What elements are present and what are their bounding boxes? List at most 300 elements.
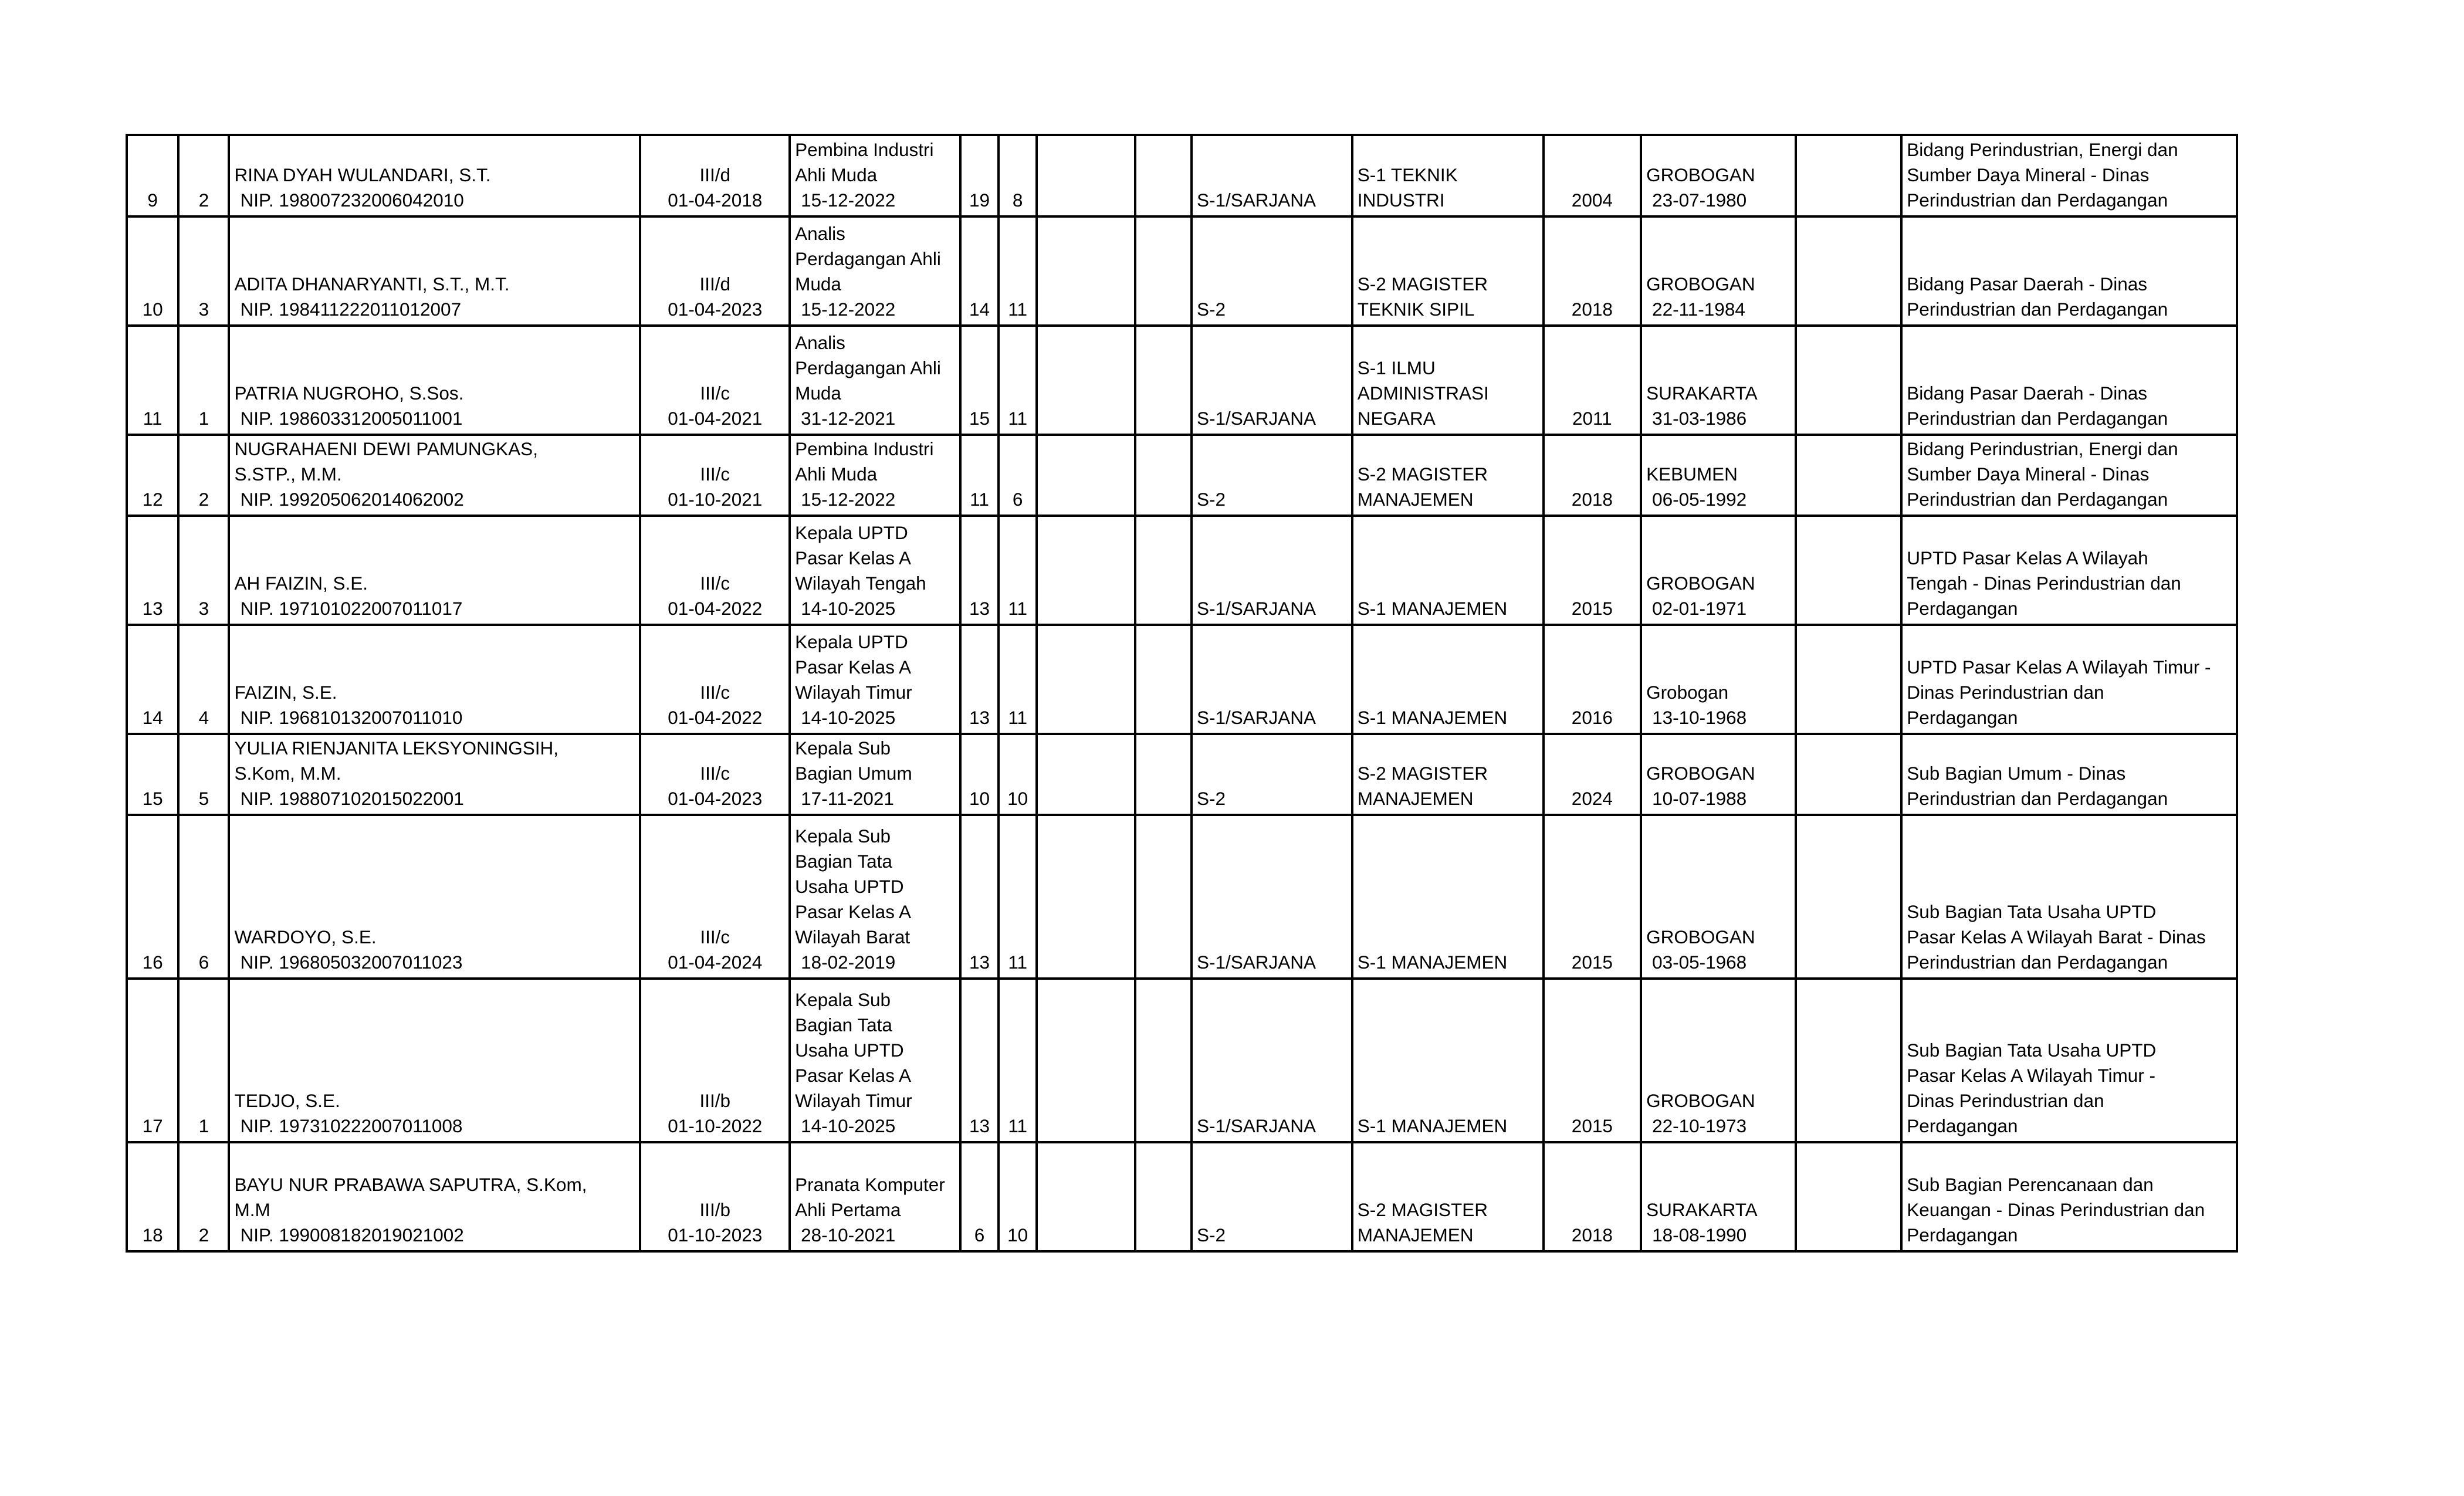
row-number (127, 815, 178, 979)
tempat-tanggal-lahir (1641, 734, 1796, 815)
table-row (127, 326, 2237, 435)
unit-kerja-line: Dinas Perindustrian dan (1907, 1090, 2104, 1111)
pendidikan-line: S-1/SARJANA (1196, 189, 1316, 211)
empty-cell (1135, 435, 1192, 516)
unit-kerja-line: Perdagangan (1907, 707, 2018, 728)
masa-kerja-tahun-line: 14 (969, 299, 990, 320)
sub-number (178, 1142, 229, 1251)
employee-name (229, 216, 640, 326)
unit-kerja-line: Bidang Pasar Daerah - Dinas (1907, 383, 2147, 404)
masa-kerja-bulan-line: 6 (1012, 489, 1023, 510)
jurusan-line: ADMINISTRASI (1357, 383, 1489, 404)
pendidikan (1192, 135, 1352, 216)
employee-name-line: NIP. 199205062014062002 (240, 489, 464, 510)
jabatan-line: Ahli Muda (795, 164, 878, 185)
unit-kerja-line: Perindustrian dan Perdagangan (1907, 788, 2168, 809)
pendidikan (1192, 326, 1352, 435)
jurusan-line: MANAJEMEN (1357, 489, 1474, 510)
sub-number (178, 625, 229, 734)
pendidikan (1192, 625, 1352, 734)
tempat-tanggal-lahir-line: SURAKARTA (1646, 1199, 1758, 1220)
empty-cell (1037, 135, 1135, 216)
employee-name-line: NIP. 199008182019021002 (240, 1224, 464, 1245)
employee-name (229, 625, 640, 734)
tempat-tanggal-lahir-line: SURAKARTA (1646, 383, 1758, 404)
unit-kerja (1901, 625, 2237, 734)
jabatan (790, 516, 960, 625)
jurusan (1352, 734, 1544, 815)
pendidikan-line: S-1/SARJANA (1196, 952, 1316, 973)
unit-kerja-line: Bidang Pasar Daerah - Dinas (1907, 273, 2147, 295)
jabatan (790, 216, 960, 326)
jurusan-line: S-2 MAGISTER (1357, 273, 1488, 295)
jabatan-line: Kepala Sub (795, 989, 891, 1010)
empty-cell (1796, 516, 1902, 625)
unit-kerja (1901, 734, 2237, 815)
jabatan (790, 734, 960, 815)
unit-kerja (1901, 815, 2237, 979)
masa-kerja-tahun-line: 13 (969, 952, 990, 973)
pendidikan-line: S-1/SARJANA (1196, 1115, 1316, 1136)
empty-cell (1037, 815, 1135, 979)
jurusan-line: TEKNIK SIPIL (1357, 299, 1475, 320)
unit-kerja-line: UPTD Pasar Kelas A Wilayah (1907, 547, 2148, 568)
masa-kerja-bulan (999, 979, 1037, 1142)
sub-number-line: 4 (198, 707, 209, 728)
masa-kerja-bulan (999, 516, 1037, 625)
employee-name-line: NUGRAHAENI DEWI PAMUNGKAS, (234, 438, 538, 459)
golongan (640, 625, 790, 734)
empty-cell (1135, 135, 1192, 216)
sub-number (178, 734, 229, 815)
employee-name-line: S.Kom, M.M. (234, 763, 341, 784)
masa-kerja-bulan (999, 625, 1037, 734)
empty-cell (1135, 625, 1192, 734)
jabatan-line: 14-10-2025 (801, 598, 896, 619)
sub-number (178, 516, 229, 625)
masa-kerja-tahun-line: 13 (969, 1115, 990, 1136)
pendidikan (1192, 216, 1352, 326)
masa-kerja-tahun (960, 216, 999, 326)
tempat-tanggal-lahir (1641, 326, 1796, 435)
jurusan-line: S-2 MAGISTER (1357, 1199, 1488, 1220)
employee-name-line: NIP. 198603312005011001 (240, 408, 463, 429)
row-number-line: 18 (142, 1224, 163, 1245)
jurusan (1352, 435, 1544, 516)
jabatan-line: Bagian Tata (795, 851, 892, 872)
table-row (127, 734, 2237, 815)
golongan-line: III/c (700, 682, 730, 703)
empty-cell (1796, 734, 1902, 815)
jabatan (790, 815, 960, 979)
employee-name-line: ADITA DHANARYANTI, S.T., M.T. (234, 273, 510, 295)
tempat-tanggal-lahir-line: GROBOGAN (1646, 926, 1755, 947)
tempat-tanggal-lahir-line: 06-05-1992 (1652, 489, 1747, 510)
table-row (127, 516, 2237, 625)
jabatan-line: Analis (795, 223, 845, 244)
jurusan-line: S-2 MAGISTER (1357, 463, 1488, 485)
tahun-lulus-line: 2016 (1571, 707, 1613, 728)
employee-name-line: BAYU NUR PRABAWA SAPUTRA, S.Kom, (234, 1174, 587, 1195)
table-row (127, 979, 2237, 1142)
employee-name (229, 435, 640, 516)
employee-name-line: PATRIA NUGROHO, S.Sos. (234, 383, 464, 404)
unit-kerja-line: Keuangan - Dinas Perindustrian dan (1907, 1199, 2205, 1220)
tempat-tanggal-lahir (1641, 135, 1796, 216)
jabatan-line: Muda (795, 273, 841, 295)
empty-cell (1037, 326, 1135, 435)
jabatan-line: Wilayah Tengah (795, 573, 926, 594)
row-number (127, 216, 178, 326)
employee-name (229, 1142, 640, 1251)
tempat-tanggal-lahir (1641, 216, 1796, 326)
jurusan (1352, 216, 1544, 326)
jabatan-line: 18-02-2019 (801, 952, 896, 973)
jabatan (790, 135, 960, 216)
empty-cell (1037, 435, 1135, 516)
golongan (640, 734, 790, 815)
pendidikan (1192, 734, 1352, 815)
table-row (127, 135, 2237, 216)
golongan-line: 01-04-2023 (668, 788, 763, 809)
employee-name-line: NIP. 196810132007011010 (240, 707, 463, 728)
masa-kerja-bulan-line: 11 (1008, 598, 1028, 619)
masa-kerja-bulan-line: 11 (1008, 707, 1028, 728)
golongan-line: III/c (700, 573, 730, 594)
golongan-line: III/c (700, 383, 730, 404)
tempat-tanggal-lahir (1641, 979, 1796, 1142)
empty-cell (1796, 326, 1902, 435)
unit-kerja-line: Sumber Daya Mineral - Dinas (1907, 164, 2150, 185)
tahun-lulus (1544, 625, 1641, 734)
empty-cell (1037, 734, 1135, 815)
empty-cell (1796, 1142, 1902, 1251)
sub-number (178, 815, 229, 979)
jurusan (1352, 135, 1544, 216)
jabatan-line: Wilayah Timur (795, 1090, 912, 1111)
tahun-lulus-line: 2018 (1571, 1224, 1613, 1245)
jurusan-line: S-1 MANAJEMEN (1357, 707, 1508, 728)
jabatan-line: Usaha UPTD (795, 876, 904, 897)
jurusan-line: NEGARA (1357, 408, 1436, 429)
tahun-lulus-line: 2018 (1571, 489, 1613, 510)
unit-kerja (1901, 216, 2237, 326)
golongan-line: 01-10-2021 (668, 489, 763, 510)
golongan (640, 216, 790, 326)
sub-number-line: 2 (198, 489, 209, 510)
row-number-line: 9 (147, 189, 158, 211)
pendidikan-line: S-2 (1196, 299, 1226, 320)
golongan-line: 01-10-2023 (668, 1224, 763, 1245)
masa-kerja-tahun (960, 815, 999, 979)
row-number (127, 625, 178, 734)
jabatan-line: Pranata Komputer (795, 1174, 945, 1195)
jabatan-line: 28-10-2021 (801, 1224, 896, 1245)
golongan-line: 01-10-2022 (668, 1115, 763, 1136)
golongan (640, 1142, 790, 1251)
employee-name-line: NIP. 197310222007011008 (240, 1115, 463, 1136)
employee-name-line: RINA DYAH WULANDARI, S.T. (234, 164, 491, 185)
jurusan-line: INDUSTRI (1357, 189, 1445, 211)
employee-name-line: M.M (234, 1199, 270, 1220)
tahun-lulus (1544, 435, 1641, 516)
employee-name-line: NIP. 196805032007011023 (240, 952, 463, 973)
row-number (127, 979, 178, 1142)
golongan-line: III/c (700, 463, 730, 485)
golongan-line: III/c (700, 926, 730, 947)
row-number-line: 14 (142, 707, 163, 728)
empty-cell (1037, 216, 1135, 326)
row-number (127, 734, 178, 815)
jabatan-line: Ahli Muda (795, 463, 878, 485)
unit-kerja-line: Dinas Perindustrian dan (1907, 682, 2104, 703)
unit-kerja-line: Perindustrian dan Perdagangan (1907, 299, 2168, 320)
tempat-tanggal-lahir-line: KEBUMEN (1646, 463, 1738, 485)
jabatan-line: Wilayah Timur (795, 682, 912, 703)
unit-kerja-line: Sub Bagian Umum - Dinas (1907, 763, 2126, 784)
tahun-lulus (1544, 815, 1641, 979)
masa-kerja-tahun-line: 15 (969, 408, 990, 429)
employee-name-line: TEDJO, S.E. (234, 1090, 340, 1111)
pendidikan-line: S-2 (1196, 1224, 1226, 1245)
jabatan-line: Kepala Sub (795, 737, 891, 759)
golongan-line: 01-04-2024 (668, 952, 763, 973)
jurusan (1352, 815, 1544, 979)
employee-name (229, 734, 640, 815)
tempat-tanggal-lahir-line: 31-03-1986 (1652, 408, 1747, 429)
masa-kerja-tahun (960, 734, 999, 815)
masa-kerja-bulan (999, 326, 1037, 435)
unit-kerja (1901, 435, 2237, 516)
jabatan-line: Pembina Industri (795, 438, 934, 459)
pendidikan (1192, 1142, 1352, 1251)
tempat-tanggal-lahir-line: Grobogan (1646, 682, 1729, 703)
employee-name (229, 979, 640, 1142)
tahun-lulus (1544, 979, 1641, 1142)
row-number (127, 516, 178, 625)
row-number-line: 17 (142, 1115, 163, 1136)
tempat-tanggal-lahir (1641, 516, 1796, 625)
table-row (127, 1142, 2237, 1251)
jabatan (790, 625, 960, 734)
row-number-line: 11 (143, 408, 163, 429)
golongan (640, 435, 790, 516)
tempat-tanggal-lahir-line: 23-07-1980 (1652, 189, 1747, 211)
empty-cell (1135, 516, 1192, 625)
tempat-tanggal-lahir-line: GROBOGAN (1646, 1090, 1755, 1111)
unit-kerja-line: Perdagangan (1907, 1224, 2018, 1245)
jabatan-line: Bagian Umum (795, 763, 912, 784)
masa-kerja-tahun (960, 625, 999, 734)
sub-number-line: 1 (198, 1115, 209, 1136)
jurusan (1352, 625, 1544, 734)
unit-kerja-line: Perindustrian dan Perdagangan (1907, 189, 2168, 211)
masa-kerja-bulan (999, 734, 1037, 815)
table-body (127, 135, 2237, 1251)
unit-kerja-line: UPTD Pasar Kelas A Wilayah Timur - (1907, 656, 2211, 678)
jabatan-line: Wilayah Barat (795, 926, 911, 947)
jabatan-line: Kepala UPTD (795, 631, 908, 652)
sub-number-line: 6 (198, 952, 209, 973)
tempat-tanggal-lahir-line: 22-11-1984 (1652, 299, 1745, 320)
pendidikan (1192, 979, 1352, 1142)
row-number-line: 16 (142, 952, 163, 973)
tahun-lulus-line: 2004 (1571, 189, 1613, 211)
pendidikan (1192, 435, 1352, 516)
jabatan-line: Pembina Industri (795, 139, 934, 160)
table-row (127, 815, 2237, 979)
empty-cell (1037, 979, 1135, 1142)
jurusan-line: S-2 MAGISTER (1357, 763, 1488, 784)
jabatan-line: Pasar Kelas A (795, 656, 911, 678)
masa-kerja-bulan-line: 11 (1008, 299, 1028, 320)
unit-kerja-line: Perdagangan (1907, 1115, 2018, 1136)
employee-name (229, 516, 640, 625)
unit-kerja-line: Perdagangan (1907, 598, 2018, 619)
golongan (640, 326, 790, 435)
unit-kerja (1901, 1142, 2237, 1251)
jabatan-line: Pasar Kelas A (795, 1065, 911, 1086)
row-number-line: 10 (142, 299, 163, 320)
row-number-line: 13 (142, 598, 163, 619)
pendidikan-line: S-1/SARJANA (1196, 408, 1316, 429)
employee-name (229, 815, 640, 979)
jurusan-line: S-1 MANAJEMEN (1357, 1115, 1508, 1136)
jabatan-line: 15-12-2022 (801, 299, 896, 320)
sub-number (178, 979, 229, 1142)
jabatan-line: 15-12-2022 (801, 189, 896, 211)
masa-kerja-tahun (960, 516, 999, 625)
tahun-lulus-line: 2024 (1571, 788, 1613, 809)
tempat-tanggal-lahir-line: 22-10-1973 (1652, 1115, 1747, 1136)
sub-number-line: 3 (198, 598, 209, 619)
jabatan-line: Perdagangan Ahli (795, 357, 941, 378)
unit-kerja-line: Perindustrian dan Perdagangan (1907, 489, 2168, 510)
tempat-tanggal-lahir-line: 02-01-1971 (1652, 598, 1747, 619)
jabatan-line: Muda (795, 383, 841, 404)
pendidikan (1192, 516, 1352, 625)
sub-number (178, 435, 229, 516)
unit-kerja (1901, 326, 2237, 435)
masa-kerja-bulan-line: 10 (1007, 788, 1028, 809)
employee-name (229, 326, 640, 435)
masa-kerja-bulan (999, 435, 1037, 516)
tahun-lulus (1544, 516, 1641, 625)
employee-table (126, 134, 2238, 1253)
golongan (640, 135, 790, 216)
unit-kerja (1901, 979, 2237, 1142)
employee-name-line: WARDOYO, S.E. (234, 926, 377, 947)
unit-kerja-line: Bidang Perindustrian, Energi dan (1907, 139, 2178, 160)
tempat-tanggal-lahir-line: 13-10-1968 (1652, 707, 1747, 728)
jabatan-line: 17-11-2021 (801, 788, 894, 809)
tempat-tanggal-lahir (1641, 1142, 1796, 1251)
employee-name-line: YULIA RIENJANITA LEKSYONINGSIH, (234, 737, 559, 759)
jurusan-line: MANAJEMEN (1357, 788, 1474, 809)
unit-kerja (1901, 135, 2237, 216)
masa-kerja-bulan (999, 216, 1037, 326)
sub-number-line: 2 (198, 1224, 209, 1245)
row-number-line: 15 (142, 788, 163, 809)
tempat-tanggal-lahir-line: GROBOGAN (1646, 763, 1755, 784)
tahun-lulus-line: 2015 (1571, 1115, 1613, 1136)
jabatan-line: 14-10-2025 (801, 1115, 896, 1136)
jabatan (790, 435, 960, 516)
jabatan-line: 14-10-2025 (801, 707, 896, 728)
golongan-line: III/c (700, 763, 730, 784)
jurusan-line: MANAJEMEN (1357, 1224, 1474, 1245)
masa-kerja-bulan-line: 11 (1008, 408, 1028, 429)
jabatan (790, 979, 960, 1142)
tahun-lulus (1544, 326, 1641, 435)
jabatan-line: Perdagangan Ahli (795, 248, 941, 269)
tempat-tanggal-lahir (1641, 815, 1796, 979)
jurusan-line: S-1 MANAJEMEN (1357, 952, 1508, 973)
empty-cell (1796, 979, 1902, 1142)
jabatan-line: 31-12-2021 (801, 408, 896, 429)
tempat-tanggal-lahir (1641, 625, 1796, 734)
masa-kerja-bulan-line: 8 (1012, 189, 1023, 211)
unit-kerja-line: Perindustrian dan Perdagangan (1907, 952, 2168, 973)
jurusan-line: S-1 TEKNIK (1357, 164, 1458, 185)
pendidikan-line: S-2 (1196, 788, 1226, 809)
jabatan-line: Analis (795, 332, 845, 353)
jabatan-line: 15-12-2022 (801, 489, 896, 510)
jurusan-line: S-1 MANAJEMEN (1357, 598, 1508, 619)
jurusan-line: S-1 ILMU (1357, 357, 1436, 378)
tahun-lulus-line: 2011 (1572, 408, 1612, 429)
masa-kerja-bulan (999, 1142, 1037, 1251)
row-number (127, 135, 178, 216)
unit-kerja-line: Perindustrian dan Perdagangan (1907, 408, 2168, 429)
golongan (640, 516, 790, 625)
tempat-tanggal-lahir-line: GROBOGAN (1646, 573, 1755, 594)
employee-name-line: FAIZIN, S.E. (234, 682, 337, 703)
jabatan (790, 326, 960, 435)
jurusan (1352, 1142, 1544, 1251)
pendidikan-line: S-1/SARJANA (1196, 598, 1316, 619)
jabatan-line: Pasar Kelas A (795, 901, 911, 922)
golongan-line: 01-04-2021 (668, 408, 763, 429)
row-number-line: 12 (142, 489, 163, 510)
unit-kerja-line: Pasar Kelas A Wilayah Barat - Dinas (1907, 926, 2206, 947)
table-row (127, 216, 2237, 326)
unit-kerja-line: Pasar Kelas A Wilayah Timur - (1907, 1065, 2155, 1086)
masa-kerja-tahun-line: 6 (974, 1224, 985, 1245)
masa-kerja-bulan (999, 815, 1037, 979)
tempat-tanggal-lahir-line: GROBOGAN (1646, 273, 1755, 295)
row-number (127, 326, 178, 435)
pendidikan-line: S-1/SARJANA (1196, 707, 1316, 728)
employee-name-line: NIP. 198807102015022001 (240, 788, 464, 809)
masa-kerja-tahun-line: 13 (969, 598, 990, 619)
masa-kerja-tahun-line: 10 (969, 788, 990, 809)
tahun-lulus (1544, 216, 1641, 326)
masa-kerja-bulan (999, 135, 1037, 216)
sub-number (178, 326, 229, 435)
unit-kerja-line: Sub Bagian Perencanaan dan (1907, 1174, 2154, 1195)
masa-kerja-tahun (960, 435, 999, 516)
row-number (127, 1142, 178, 1251)
employee-name-line: NIP. 197101022007011017 (240, 598, 463, 619)
masa-kerja-tahun (960, 135, 999, 216)
sub-number-line: 2 (198, 189, 209, 211)
tempat-tanggal-lahir-line: 03-05-1968 (1652, 952, 1747, 973)
masa-kerja-tahun-line: 19 (969, 189, 990, 211)
golongan-line: 01-04-2023 (668, 299, 763, 320)
employee-name-line: NIP. 198007232006042010 (240, 189, 464, 211)
unit-kerja-line: Sub Bagian Tata Usaha UPTD (1907, 1040, 2157, 1061)
